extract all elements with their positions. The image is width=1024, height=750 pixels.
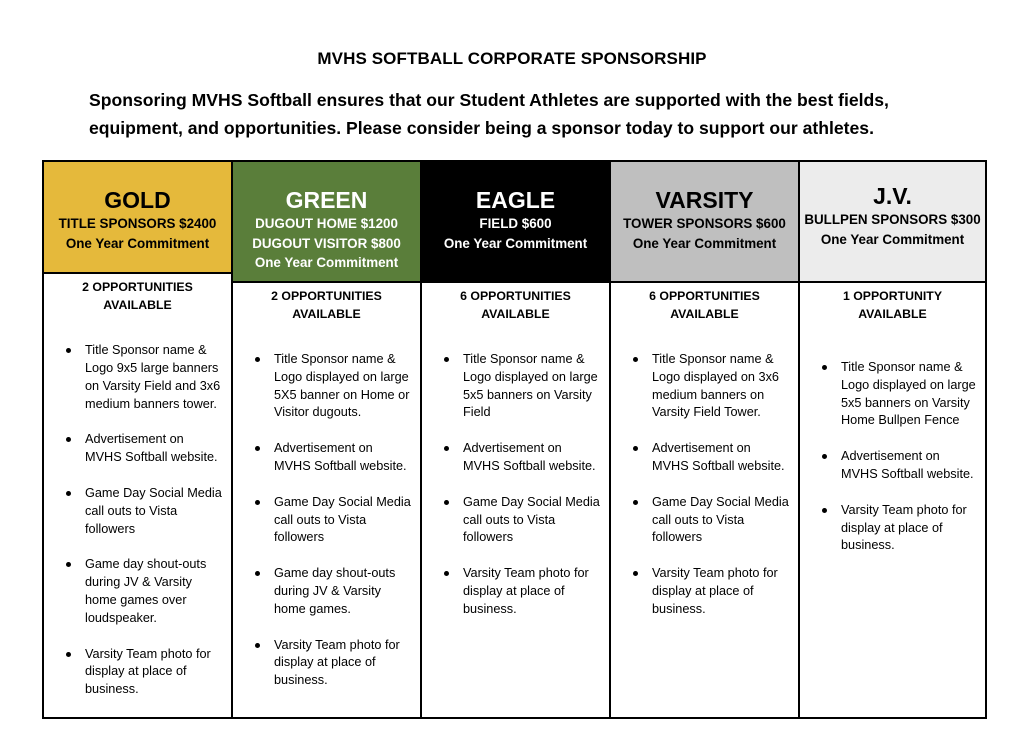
tier-column-green	[233, 162, 422, 717]
benefit-item: Game day shout-outs during JV & Varsity home games over loudspeaker.	[52, 556, 223, 627]
tier-name: GOLD	[104, 187, 171, 213]
tier-name: J.V.	[873, 183, 912, 209]
availability: 2 OPPORTUNITIES AVAILABLE	[271, 289, 382, 321]
benefit-item: Varsity Team photo for display at place of business.	[241, 637, 412, 690]
benefit-list	[430, 351, 601, 619]
benefit-item: Advertisement on MVHS Softball website.	[430, 440, 601, 476]
benefit-item: Title Sponsor name & Logo displayed on 3x6 medium banners on Varsity Field Tower.	[619, 351, 790, 422]
tier-body	[800, 283, 985, 717]
tier-body	[422, 283, 609, 717]
tier-name: EAGLE	[475, 187, 556, 213]
tier-detail: One Year Commitment	[65, 235, 210, 251]
tier-header	[611, 162, 798, 283]
tier-detail: TOWER SPONSORS $600	[623, 216, 786, 231]
benefit-item: Varsity Team photo for display at place of business.	[430, 565, 601, 618]
tier-header	[233, 162, 420, 283]
availability: 6 OPPORTUNITIES AVAILABLE	[460, 289, 571, 321]
tier-detail: FIELD $600	[479, 216, 552, 231]
tier-name: GREEN	[285, 187, 368, 213]
tier-detail: TITLE SPONSORS $2400	[58, 216, 217, 231]
benefit-list	[619, 351, 790, 619]
benefit-item: Advertisement on MVHS Softball website.	[241, 440, 412, 476]
tier-detail: One Year Commitment	[632, 235, 777, 251]
tier-detail: DUGOUT VISITOR $800	[252, 235, 401, 251]
tier-name: VARSITY	[655, 187, 754, 213]
benefit-list	[52, 342, 223, 699]
availability: 6 OPPORTUNITIES AVAILABLE	[649, 289, 760, 321]
benefit-item: Game day shout-outs during JV & Varsity home games.	[241, 565, 412, 618]
tier-body	[611, 283, 798, 717]
tier-column-varsity	[611, 162, 800, 717]
tier-column-gold	[44, 162, 233, 717]
benefit-item: Title Sponsor name & Logo displayed on large 5x5 banners on Varsity Field	[430, 351, 601, 422]
tier-detail: BULLPEN SPONSORS $300	[804, 212, 981, 227]
benefit-item: Varsity Team photo for display at place of business.	[52, 646, 223, 699]
benefit-list	[241, 351, 412, 690]
benefit-item: Advertisement on MVHS Softball website.	[52, 431, 223, 467]
tier-header	[422, 162, 609, 283]
benefit-item: Varsity Team photo for display at place of business.	[619, 565, 790, 618]
sponsorship-table	[42, 160, 987, 719]
benefit-item: Game Day Social Media call outs to Vista followers	[619, 494, 790, 547]
benefit-item: Varsity Team photo for display at place of business.	[808, 502, 977, 555]
benefit-list	[808, 359, 977, 555]
tier-body	[233, 283, 420, 717]
page-title: MVHS SOFTBALL CORPORATE SPONSORSHIP	[317, 49, 707, 68]
benefit-item: Title Sponsor name & Logo displayed on large 5X5 banner on Home or Visitor dugouts.	[241, 351, 412, 422]
tier-header	[800, 162, 985, 283]
tier-detail: One Year Commitment	[820, 231, 965, 247]
tier-detail: One Year Commitment	[443, 235, 588, 251]
availability: 2 OPPORTUNITIES AVAILABLE	[82, 280, 193, 313]
benefit-item: Game Day Social Media call outs to Vista followers	[52, 485, 223, 538]
availability: 1 OPPORTUNITY AVAILABLE	[842, 289, 943, 321]
tier-column-eagle	[422, 162, 611, 717]
benefit-item: Game Day Social Media call outs to Vista followers	[430, 494, 601, 547]
benefit-item: Game Day Social Media call outs to Vista followers	[241, 494, 412, 547]
tier-column-jv	[800, 162, 985, 717]
tier-body	[44, 274, 231, 717]
benefit-item: Advertisement on MVHS Softball website.	[808, 448, 977, 484]
tier-detail: One Year Commitment	[254, 255, 399, 270]
intro-text: Sponsoring MVHS Softball ensures that our Student Athletes are supported with the best fields, equipment, and opportunities. Please consider being a sponsor today to support our athletes.	[89, 90, 889, 138]
tier-detail: DUGOUT HOME $1200	[255, 216, 398, 231]
benefit-item: Title Sponsor name & Logo displayed on large 5x5 banners on Varsity Home Bullpen Fence	[808, 359, 977, 430]
benefit-item: Title Sponsor name & Logo 9x5 large banners on Varsity Field and 3x6 medium banners tower.	[52, 342, 223, 413]
benefit-item: Advertisement on MVHS Softball website.	[619, 440, 790, 476]
tier-header	[44, 162, 231, 274]
